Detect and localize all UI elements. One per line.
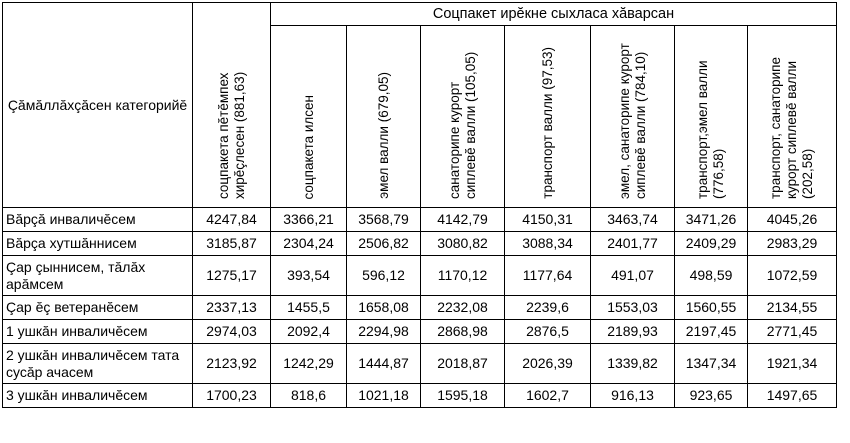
cell-value: 2983,29 — [748, 232, 837, 256]
category-header-text: Çăмăллăхçăсен категорийĕ — [7, 96, 188, 113]
cell-value: 3088,34 — [505, 232, 591, 256]
table-row — [3, 296, 837, 320]
cell-value: 2232,08 — [421, 296, 505, 320]
cell-value: 2018,87 — [421, 344, 505, 384]
cell-value: 1595,18 — [421, 384, 505, 408]
cell-value: 3568,79 — [347, 208, 421, 232]
col-header-7 — [748, 26, 837, 208]
cell-value: 1602,7 — [505, 384, 591, 408]
cell-value: 923,65 — [675, 384, 748, 408]
row-label: Вăрçă инваличĕсем — [3, 208, 193, 232]
table-body — [3, 208, 837, 408]
cell-value: 4045,26 — [748, 208, 837, 232]
col-header-2 — [347, 26, 421, 208]
cell-value: 2868,98 — [421, 320, 505, 344]
cell-value: 1455,5 — [271, 296, 347, 320]
table-row — [3, 344, 837, 384]
cell-value: 1921,34 — [748, 344, 837, 384]
cell-value: 2134,55 — [748, 296, 837, 320]
cell-value: 3366,21 — [271, 208, 347, 232]
col-header-4 — [505, 26, 591, 208]
cell-value: 2197,45 — [675, 320, 748, 344]
row-label: Вăрçа хутшăннисем — [3, 232, 193, 256]
cell-value: 1700,23 — [193, 384, 271, 408]
cell-value: 3471,26 — [675, 208, 748, 232]
cell-value: 2974,03 — [193, 320, 271, 344]
cell-value: 1177,64 — [505, 256, 591, 296]
col-header-text: эмел валли (679,05) — [375, 72, 391, 199]
row-label: 1 ушкăн инваличĕсем — [3, 320, 193, 344]
cell-value: 2294,98 — [347, 320, 421, 344]
col-header-text: санаторипе курорт сиплевĕ валли (105,05) — [446, 51, 478, 199]
row-label: 3 ушкăн инваличĕсем — [3, 384, 193, 408]
cell-value: 1658,08 — [347, 296, 421, 320]
table-row — [3, 384, 837, 408]
cell-value: 2304,24 — [271, 232, 347, 256]
cell-value: 393,54 — [271, 256, 347, 296]
cell-value: 916,13 — [591, 384, 675, 408]
total-header — [193, 3, 271, 208]
cell-value: 2123,92 — [193, 344, 271, 384]
cell-value: 498,59 — [675, 256, 748, 296]
group-header: Соцпакет ирĕкне сыхласа хăварсан — [271, 3, 837, 26]
cell-value: 3080,82 — [421, 232, 505, 256]
table-row — [3, 256, 837, 296]
table-row — [3, 320, 837, 344]
cell-value: 3185,87 — [193, 232, 271, 256]
col-header-3 — [421, 26, 505, 208]
cell-value: 2239,6 — [505, 296, 591, 320]
cell-value: 818,6 — [271, 384, 347, 408]
cell-value: 491,07 — [591, 256, 675, 296]
cell-value: 1347,34 — [675, 344, 748, 384]
category-header — [3, 3, 193, 208]
cell-value: 1275,17 — [193, 256, 271, 296]
col-header-6 — [675, 26, 748, 208]
cell-value: 2409,29 — [675, 232, 748, 256]
col-header-text: транспорт, санаторипе курорт сиплевĕ валли (202,58) — [768, 57, 815, 199]
cell-value: 3463,74 — [591, 208, 675, 232]
cell-value: 2026,39 — [505, 344, 591, 384]
cell-value: 1339,82 — [591, 344, 675, 384]
cell-value: 1021,18 — [347, 384, 421, 408]
col-header-text: соцпакета илсен — [300, 94, 316, 199]
cell-value: 1553,03 — [591, 296, 675, 320]
cell-value: 1560,55 — [675, 296, 748, 320]
cell-value: 2506,82 — [347, 232, 421, 256]
row-label: 2 ушкăн инваличĕсем тата сусăр ачасем — [3, 344, 193, 384]
cell-value: 1072,59 — [748, 256, 837, 296]
table-row — [3, 232, 837, 256]
cell-value: 2401,77 — [591, 232, 675, 256]
row-label: Çар ĕç ветеранĕсем — [3, 296, 193, 320]
cell-value: 2337,13 — [193, 296, 271, 320]
cell-value: 4150,31 — [505, 208, 591, 232]
col-header-text: транспорт,эмел валли (776,58) — [695, 60, 726, 199]
col-header-text: эмел, санаторипе курорт сиплевĕ валли (784,10) — [616, 43, 648, 199]
cell-value: 2189,93 — [591, 320, 675, 344]
col-header-5 — [591, 26, 675, 208]
cell-value: 2092,4 — [271, 320, 347, 344]
total-header-text: соцпакета пĕтĕмпех хирĕçлесен (881,63) — [215, 71, 247, 199]
cell-value: 1242,29 — [271, 344, 347, 384]
cell-value: 596,12 — [347, 256, 421, 296]
table-row — [3, 208, 837, 232]
col-header-text: транспорт валли (97,53) — [539, 47, 555, 199]
cell-value: 1497,65 — [748, 384, 837, 408]
cell-value: 1444,87 — [347, 344, 421, 384]
cell-value: 4142,79 — [421, 208, 505, 232]
col-header-1 — [271, 26, 347, 208]
cell-value: 2771,45 — [748, 320, 837, 344]
benefits-table — [2, 2, 837, 408]
cell-value: 2876,5 — [505, 320, 591, 344]
cell-value: 4247,84 — [193, 208, 271, 232]
cell-value: 1170,12 — [421, 256, 505, 296]
row-label: Çар çыннисем, тăлăх арăмсем — [3, 256, 193, 296]
